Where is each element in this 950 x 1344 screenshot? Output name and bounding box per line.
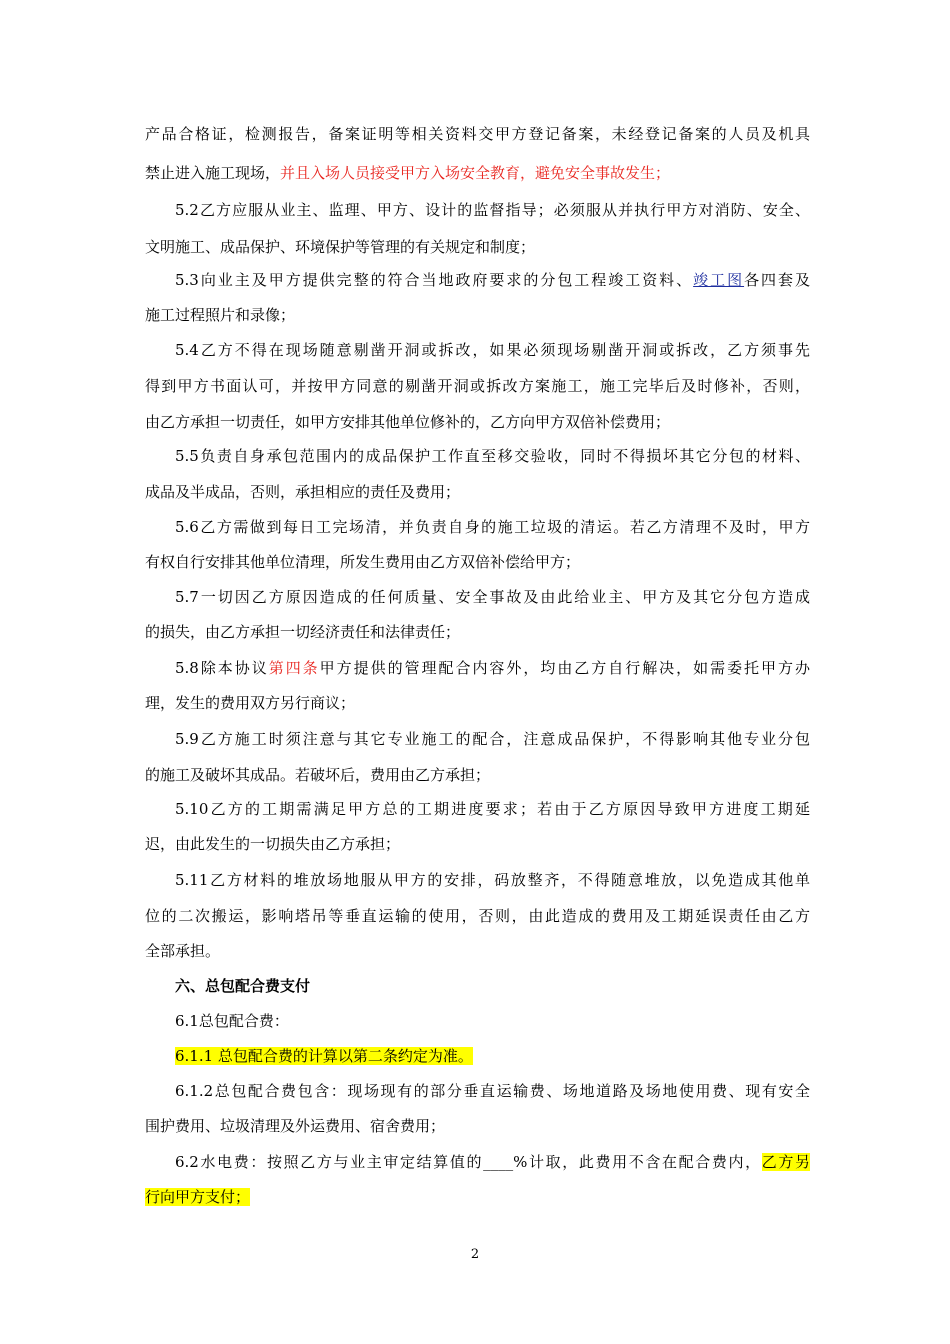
text-run: 6.1总包配合费： [175, 1012, 289, 1030]
text-run: 5.11乙方材料的堆放场地服从甲方的安排，码放整齐，不得随意堆放，以免造成其他单 [175, 871, 810, 889]
text-run: 各四套及 [744, 271, 810, 289]
paragraph-line [145, 1116, 810, 1136]
text-run: 位的二次搬运，影响塔吊等垂直运输的使用，否则，由此造成的费用及工期延误责任由乙方 [145, 907, 810, 925]
text-run: 全部承担。 [145, 942, 221, 960]
paragraph-line [145, 622, 810, 642]
paragraph-line [175, 870, 810, 890]
page-number: 2 [470, 1247, 480, 1262]
text-run: 5.9乙方施工时须注意与其它专业施工的配合，注意成品保护，不得影响其他专业分包 [175, 730, 810, 748]
paragraph-line [145, 376, 810, 396]
text-run: 施工过程照片和录像； [145, 306, 296, 324]
paragraph-line [175, 1152, 810, 1172]
paragraph-line [145, 941, 810, 961]
text-run: 得到甲方书面认可，并按甲方同意的剔凿开洞或拆改方案施工，施工完毕后及时修补，否则， [145, 377, 810, 395]
paragraph-line [175, 446, 810, 466]
text-run: 的损失，由乙方承担一切经济责任和法律责任； [145, 623, 461, 641]
text-run: 的施工及破坏其成品。若破坏后，费用由乙方承担； [145, 766, 491, 784]
article-four-reference: 第四条 [268, 659, 320, 677]
text-run: 5.4乙方不得在现场随意剔凿开洞或拆改，如果必须现场剔凿开洞或拆改，乙方须事先 [175, 341, 810, 359]
text-run: 5.5负责自身承包范围内的成品保护工作直至移交验收，同时不得损坏其它分包的材料、 [175, 447, 810, 465]
text-run: 5.2乙方应服从业主、监理、甲方、设计的监督指导；必须服从并执行甲方对消防、安全、 [175, 201, 810, 219]
paragraph-line [145, 765, 810, 785]
text-run: 禁止进入施工现场， [145, 164, 281, 182]
paragraph-line [145, 482, 810, 502]
text-run: 有权自行安排其他单位清理，所发生费用由乙方双倍补偿给甲方； [145, 553, 581, 571]
text-run: 5.10乙方的工期需满足甲方总的工期进度要求；若由于乙方原因导致甲方进度工期延 [175, 800, 810, 818]
paragraph-line [145, 834, 810, 854]
text-run: 迟，由此发生的一切损失由乙方承担； [145, 835, 401, 853]
highlighted-text: 6.1.1 总包配合费的计算以第二条约定为准。 [175, 1047, 473, 1065]
text-run: 成品及半成品，否则，承担相应的责任及费用； [145, 483, 461, 501]
emphasis-text: 并且入场人员接受甲方入场安全教育，避免安全事故发生； [280, 164, 671, 182]
paragraph-line [145, 163, 810, 183]
text-run: 围护费用、垃圾清理及外运费用、宿舍费用； [145, 1117, 446, 1135]
text-run: 文明施工、成品保护、环境保护等管理的有关规定和制度； [145, 238, 536, 256]
paragraph-line [175, 1046, 810, 1066]
paragraph-line [145, 552, 810, 572]
section-heading-text: 六、总包配合费支付 [175, 977, 311, 995]
paragraph-line [175, 587, 810, 607]
text-run: 6.1.2总包配合费包含：现场现有的部分垂直运输费、场地道路及场地使用费、现有安全 [175, 1082, 810, 1100]
completion-drawing-link[interactable]: 竣工图 [693, 271, 745, 289]
paragraph-line [175, 658, 810, 678]
paragraph-line [175, 799, 810, 819]
highlighted-text: 乙方另 [761, 1153, 810, 1171]
paragraph-line [175, 1011, 810, 1031]
paragraph-line [175, 200, 810, 220]
text-run: 5.8除本协议 [175, 659, 269, 677]
paragraph-line [145, 124, 810, 144]
text-run: 理，发生的费用双方另行商议； [145, 694, 356, 712]
paragraph-line [145, 305, 810, 325]
text-run: 5.6乙方需做到每日工完场清，并负责自身的施工垃圾的清运。若乙方清理不及时，甲方 [175, 518, 810, 536]
paragraph-line [145, 693, 810, 713]
paragraph-line [175, 270, 810, 290]
section-heading [175, 976, 810, 996]
paragraph-line [175, 340, 810, 360]
paragraph-line [175, 517, 810, 537]
highlighted-text: 行向甲方支付； [145, 1188, 251, 1206]
text-run: 5.3向业主及甲方提供完整的符合当地政府要求的分包工程竣工资料、 [175, 271, 694, 289]
text-run: 由乙方承担一切责任，如甲方安排其他单位修补的，乙方向甲方双倍补偿费用； [145, 413, 671, 431]
paragraph-line [175, 1081, 810, 1101]
paragraph-line [145, 412, 810, 432]
paragraph-line [175, 729, 810, 749]
paragraph-line [145, 1187, 810, 1207]
text-run: 甲方提供的管理配合内容外，均由乙方自行解决，如需委托甲方办 [319, 659, 810, 677]
paragraph-line [145, 906, 810, 926]
text-run: 产品合格证，检测报告，备案证明等相关资料交甲方登记备案，未经登记备案的人员及机具 [145, 125, 810, 143]
text-run: 5.7一切因乙方原因造成的任何质量、安全事故及由此给业主、甲方及其它分包方造成 [175, 588, 810, 606]
text-run: 6.2水电费：按照乙方与业主审定结算值的____%计取，此费用不含在配合费内， [175, 1153, 762, 1171]
paragraph-line [145, 237, 810, 257]
